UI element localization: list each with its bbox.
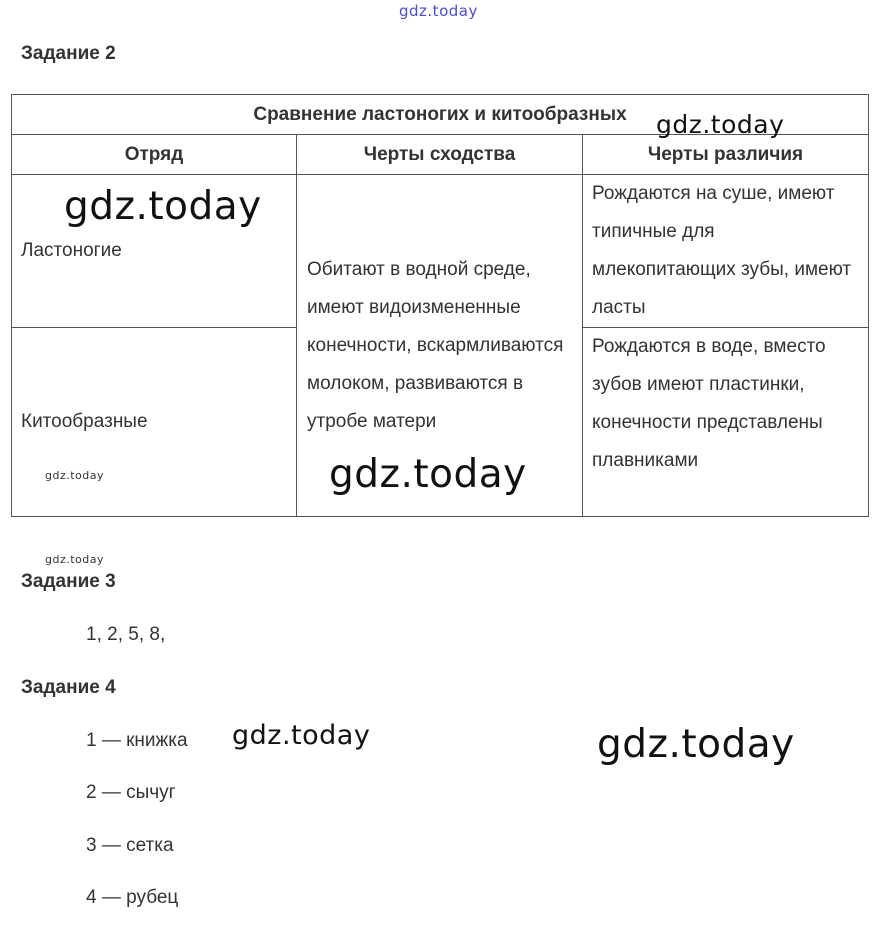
watermark: gdz.today xyxy=(656,110,785,139)
watermark: gdz.today xyxy=(329,452,527,497)
task-3-heading: Задание 3 xyxy=(21,571,116,592)
watermark: gdz.today xyxy=(45,469,105,482)
watermark: gdz.today xyxy=(399,2,478,20)
column-header-order: Отряд xyxy=(12,135,297,175)
list-item: 4 — рубец xyxy=(86,887,179,908)
watermark: gdz.today xyxy=(597,722,795,767)
list-item: 3 — сетка xyxy=(86,835,174,856)
watermark: gdz.today xyxy=(64,184,262,229)
column-header-similarities: Черты сходства xyxy=(297,135,583,175)
watermark: gdz.today xyxy=(232,720,371,751)
task-4-heading: Задание 4 xyxy=(21,677,116,698)
table-caption: Сравнение ластоногих и китообразных xyxy=(12,95,869,135)
order-cell-cetaceans: Китообразные xyxy=(12,328,297,517)
column-header-differences: Черты различия xyxy=(583,135,869,175)
watermark: gdz.today xyxy=(45,553,105,566)
task-2-heading: Задание 2 xyxy=(21,43,116,64)
differences-cell-cetaceans: Рождаются в воде, вместо зубов имеют пластинки, конечности представлены плавниками xyxy=(583,328,869,517)
list-item: 1 — книжка xyxy=(86,730,188,751)
list-item: 2 — сычуг xyxy=(86,782,176,803)
differences-cell-pinnipeds: Рождаются на суше, имеют типичные для млекопитающих зубы, имеют ласты xyxy=(583,175,869,328)
task-3-answer: 1, 2, 5, 8, xyxy=(86,624,166,645)
similarities-cell: Обитают в водной среде, имеют видоизмененные конечности, вскармливаются молоком, развиваются в утробе матери xyxy=(297,175,583,517)
order-cell-pinnipeds: Ластоногие xyxy=(12,175,297,328)
